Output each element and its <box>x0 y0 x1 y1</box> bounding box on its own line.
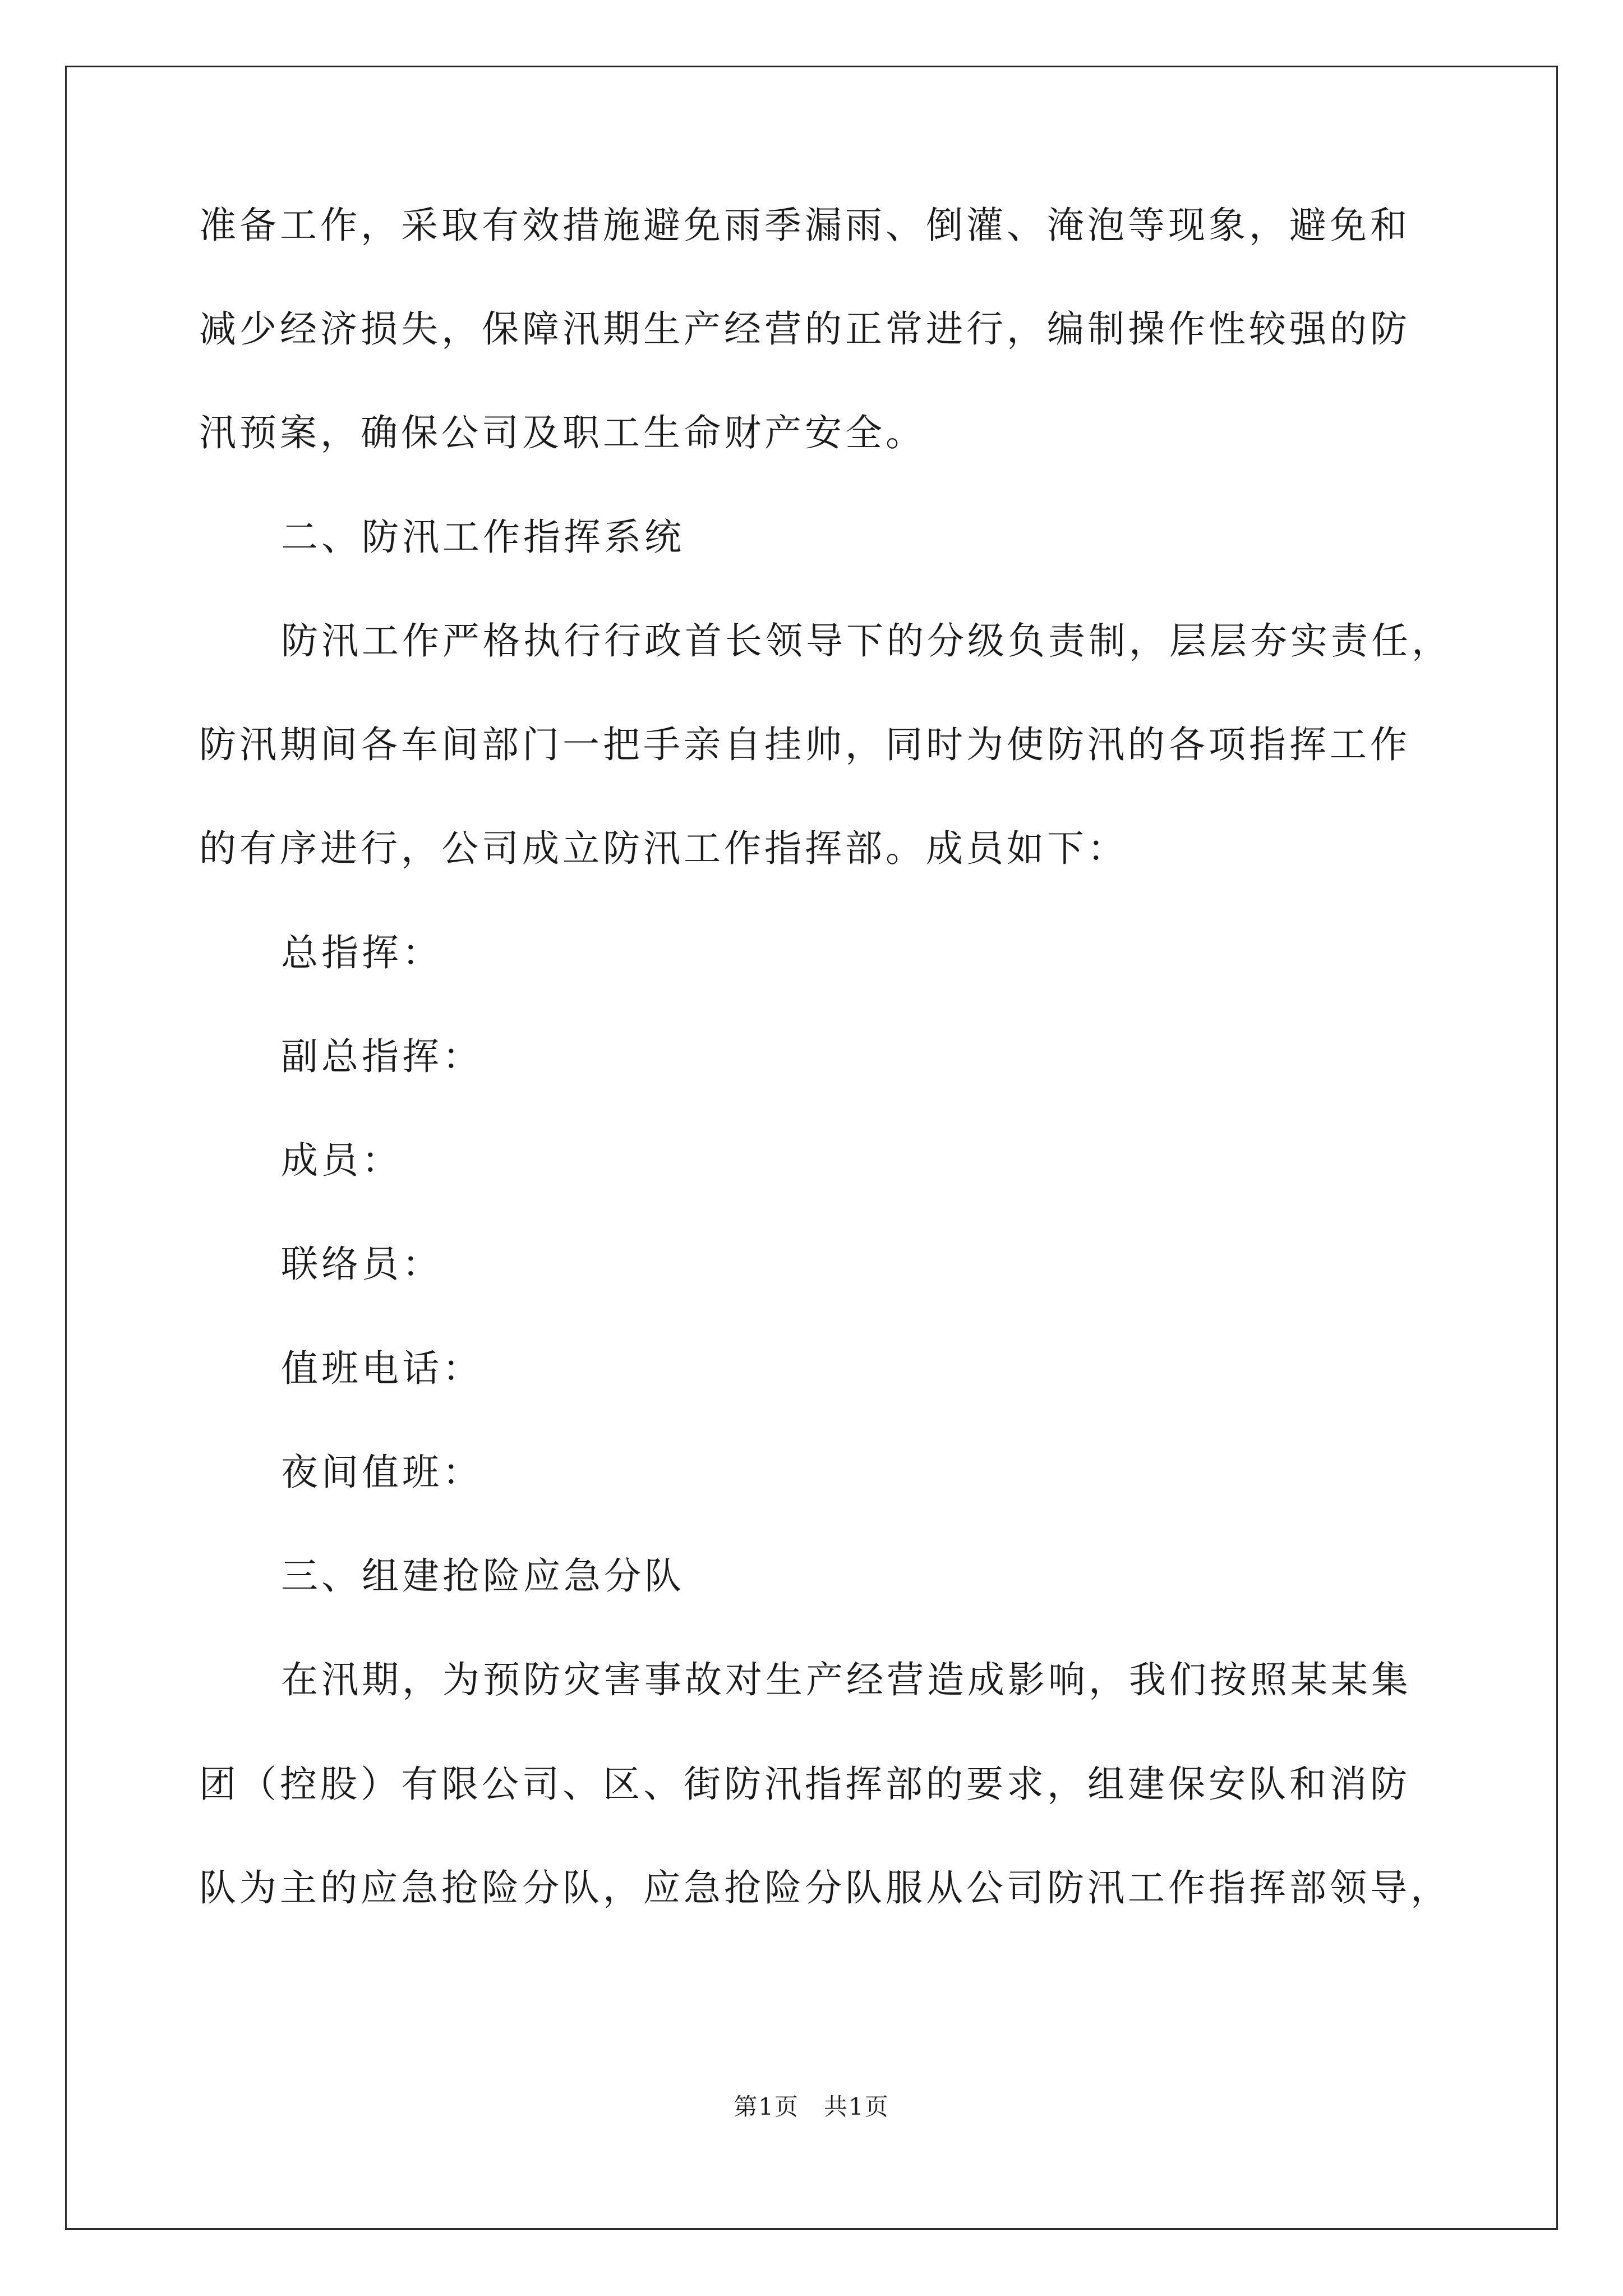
text-line: 防汛期间各车间部门一把手亲自挂帅，同时为使防汛的各项指挥工作 <box>199 723 1410 766</box>
section-heading: 二、防汛工作指挥系统 <box>281 516 685 559</box>
text-line: 汛预案，确保公司及职工生命财产安全。 <box>199 411 926 454</box>
text-line: 队为主的应急抢险分队，应急抢险分队服从公司防汛工作指挥部领导， <box>199 1866 1451 1910</box>
text-line: 团（控股）有限公司、区、街防汛指挥部的要求，组建保安队和消防 <box>199 1763 1410 1806</box>
text-line: 减少经济损失，保障汛期生产经营的正常进行，编制操作性较强的防 <box>199 307 1410 351</box>
field-label: 值班电话： <box>281 1347 483 1390</box>
text-line: 在汛期，为预防灾害事故对生产经营造成影响，我们按照某某集 <box>281 1658 1412 1701</box>
text-line: 的有序进行，公司成立防汛工作指挥部。成员如下： <box>199 827 1128 870</box>
page-number: 第1页 共1页 <box>734 2093 889 2120</box>
text-line: 准备工作，采取有效措施避免雨季漏雨、倒灌、淹泡等现象，避免和 <box>199 204 1410 247</box>
text-line: 防汛工作严格执行行政首长领导下的分级负责制，层层夯实责任， <box>281 619 1452 662</box>
section-heading: 三、组建抢险应急分队 <box>281 1554 685 1598</box>
field-label: 夜间值班： <box>281 1451 483 1494</box>
field-label: 总指挥： <box>281 931 442 974</box>
field-label: 联络员： <box>281 1243 442 1286</box>
field-label: 成员： <box>281 1139 402 1182</box>
field-label: 副总指挥： <box>281 1035 483 1078</box>
